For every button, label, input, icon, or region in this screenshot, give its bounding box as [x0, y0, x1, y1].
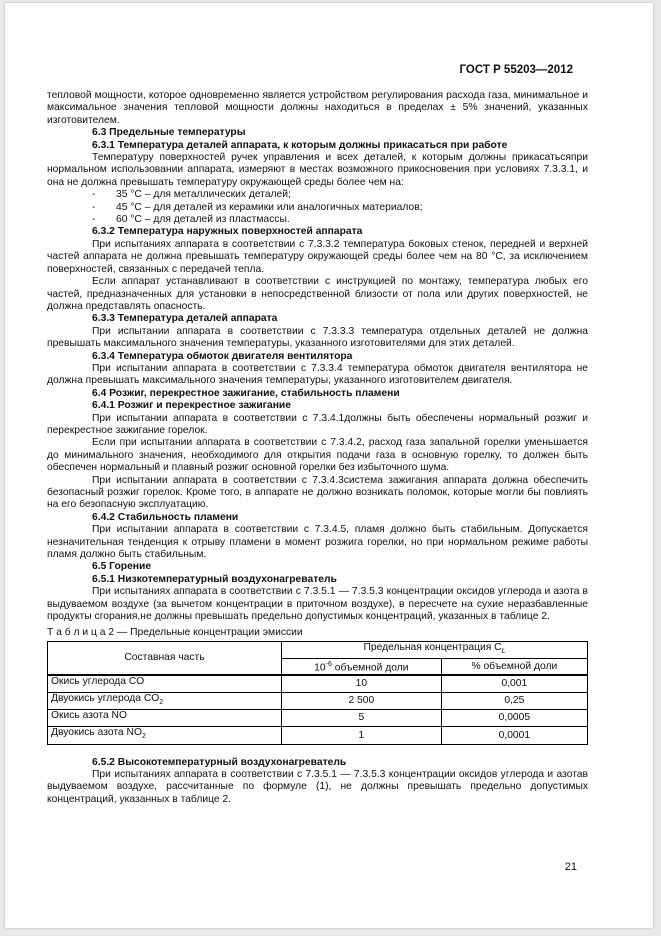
- text-blocks: [47, 90, 588, 623]
- group-title: Предельная концентрация C: [363, 641, 502, 653]
- list-item: [47, 189, 588, 201]
- paragraph: При испытании аппарата в соответствии с 7.3.4.3система зажигания аппарата должна обеспечить безопасный розжиг горелок. Кроме того, в аппарате не должно возникать поломок, которые могли бы повлиять на его безопасную эксплуатацию.: [47, 474, 588, 511]
- list-item: [47, 214, 588, 226]
- standard-header: ГОСТ Р 55203—2012: [459, 64, 573, 76]
- list-dash: -: [92, 189, 96, 201]
- cell-component: [48, 727, 282, 744]
- paragraph: При испытаниях аппарата в соответствии с 7.3.3.2 температура боковых стенок, передней и верхней частей аппарата не должна превышать температуру окружающей среды более чем на 80 °C, за исключением поверхностей, связанных с передачей тепла.: [47, 238, 588, 275]
- component-name: Двуокись углерода CO: [51, 693, 160, 705]
- component-name: Окись углерода CO: [51, 676, 145, 688]
- table-caption: Т а б л и ц а 2 — Предельные концентрации эмиссии: [47, 627, 303, 639]
- section-heading: 6.4.1 Розжиг и перекрестное зажигание: [92, 400, 291, 412]
- list-dash: -: [92, 201, 96, 213]
- spacer: [47, 745, 588, 757]
- table-row: [48, 693, 588, 710]
- section-heading: 6.3.1 Температура деталей аппарата, к которым должны прикасаться при работе: [92, 139, 508, 151]
- paragraph: При испытании аппарата в соответствии с 7.3.4.5, пламя должно быть стабильным. Допускается незначительная тенденция к отрыву пламени в момент розжига горелки, но при нормальном режиме работы пламя должно быть стабильным.: [47, 524, 588, 561]
- list-item-text: 35 °C – для металлических деталей;: [116, 189, 291, 201]
- cell-percent: 0,25: [441, 693, 587, 710]
- cell-component: [48, 710, 282, 727]
- cell-percent: 0,0005: [441, 710, 587, 727]
- section-heading: 6.3.2 Температура наружных поверхностей аппарата: [92, 226, 363, 238]
- section-heading: 6.5.2 Высокотемпературный воздухонагреватель: [92, 756, 347, 768]
- list-item-text: 60 °C – для деталей из пластмассы.: [116, 214, 290, 226]
- list-item: [47, 202, 588, 214]
- section-heading: 6.5 Горение: [92, 561, 152, 573]
- paragraph: При испытании аппарата в соответствии с 7.3.4.1должны быть обеспечены нормальный розжиг и перекрестное зажигание горелок.: [47, 412, 588, 436]
- cell-ppm: 5: [282, 710, 442, 727]
- cell-ppm: 2 500: [282, 693, 442, 710]
- table-row: [48, 710, 588, 727]
- col-a-post: объемной доли: [331, 662, 409, 674]
- section-heading: 6.5.1 Низкотемпературный воздухонагреватель: [92, 573, 337, 585]
- paragraph: При испытаниях аппарата в соответствии с 7.3.5.1 — 7.3.5.3 концентрации оксидов углерода и азота в выдуваемом воздухе (за вычетом концентрации в приточном воздухе), в пересчете на сухие неразбавленные продукты сгорания,не должны превышать предельно допустимых концентраций, указанных в таблице 2.: [47, 586, 588, 623]
- section-heading: 6.4.2 Стабильность пламени: [92, 511, 239, 523]
- paragraph: тепловой мощности, которое одновременно является устройством регулирования расхода газа, минимальное и максимальное значения тепловой мощности должны находиться в пределах ± 5% значений, указанных изготовителем.: [47, 90, 588, 126]
- section-heading: 6.4 Розжиг, перекрестное зажигание, стабильность пламени: [92, 387, 400, 399]
- col-volume-percent: % объемной доли: [441, 658, 587, 675]
- section-heading: 6.3 Предельные температуры: [92, 127, 246, 139]
- col-group-limit: [282, 641, 588, 658]
- cell-component: [48, 693, 282, 710]
- component-subscript: 2: [159, 699, 164, 707]
- document-page: [5, 3, 653, 928]
- paragraph: Если при испытании аппарата в соответствии с 7.3.4.2, расход газа запальной горелки уменьшается до минимального значения, необходимого для открытия подачи газа в основную горелку, то должен быть обеспечен нормальный и плавный розжиг основной горелки без избыточного шума.: [47, 437, 588, 474]
- list-item-text: 45 °C – для деталей из керамики или аналогичных материалов;: [116, 201, 423, 213]
- paragraph: Температуру поверхностей ручек управления и всех деталей, к которым должны прикасатьсяпри нормальном использовании аппарата, измеряют в местах возможного прикосновения при условиях 7.3.3.1, и она не должна превышать температуру окружающей среды более чем на:: [47, 152, 588, 188]
- section-heading: 6.3.3 Температура деталей аппарата: [92, 313, 278, 325]
- component-name: Окись азота NO: [51, 710, 127, 722]
- paragraph: При испытании аппарата в соответствии с 7.3.3.4 температура обмоток двигателя вентилятора не должна превышать максимального значения температуры, указанного изготовителем двигателя.: [47, 362, 588, 387]
- table-row: [48, 675, 588, 693]
- paragraph: Если аппарат устанавливают в соответствии с инструкцией по монтажу, температура любых его частей, предназначенных для установки в непосредственной близости от пола или других поверхностей, не должна представлять опасность.: [47, 276, 588, 312]
- document-body: [47, 90, 588, 806]
- paragraph: При испытании аппарата в соответствии с 7.3.3.3 температура отдельных деталей не должна превышать максимального значения температуры, указанного изготовителями для этих деталей.: [47, 325, 588, 350]
- component-name: Двуокись азота NO: [51, 727, 142, 739]
- text-blocks-after: [47, 757, 588, 807]
- col-a-sup: -6: [325, 660, 332, 668]
- cell-ppm: 10: [282, 675, 442, 693]
- col-a-pre: 10: [314, 662, 326, 674]
- table-body: [48, 675, 588, 744]
- col-component: Составная часть: [48, 641, 282, 675]
- cell-percent: 0,001: [441, 675, 587, 693]
- cell-ppm: 1: [282, 727, 442, 744]
- group-subscript: L: [501, 647, 506, 655]
- table-row: [48, 727, 588, 744]
- list-dash: -: [92, 214, 96, 226]
- page-number: 21: [564, 861, 577, 873]
- emissions-table: [47, 641, 588, 745]
- component-subscript: 2: [141, 733, 146, 741]
- cell-percent: 0,0001: [441, 727, 587, 744]
- paragraph: При испытаниях аппарата в соответствии с 7.3.5.1 — 7.3.5.3 концентрации оксидов углерода и азотав выдуваемом воздухе, рассчитанные по формуле (1), не должны превышать предельно допустимых концентраций, указанных в таблице 2.: [47, 768, 588, 805]
- cell-component: [48, 675, 282, 693]
- col-volume-ppm: [282, 658, 442, 675]
- section-heading: 6.3.4 Температура обмоток двигателя вентилятора: [92, 350, 353, 362]
